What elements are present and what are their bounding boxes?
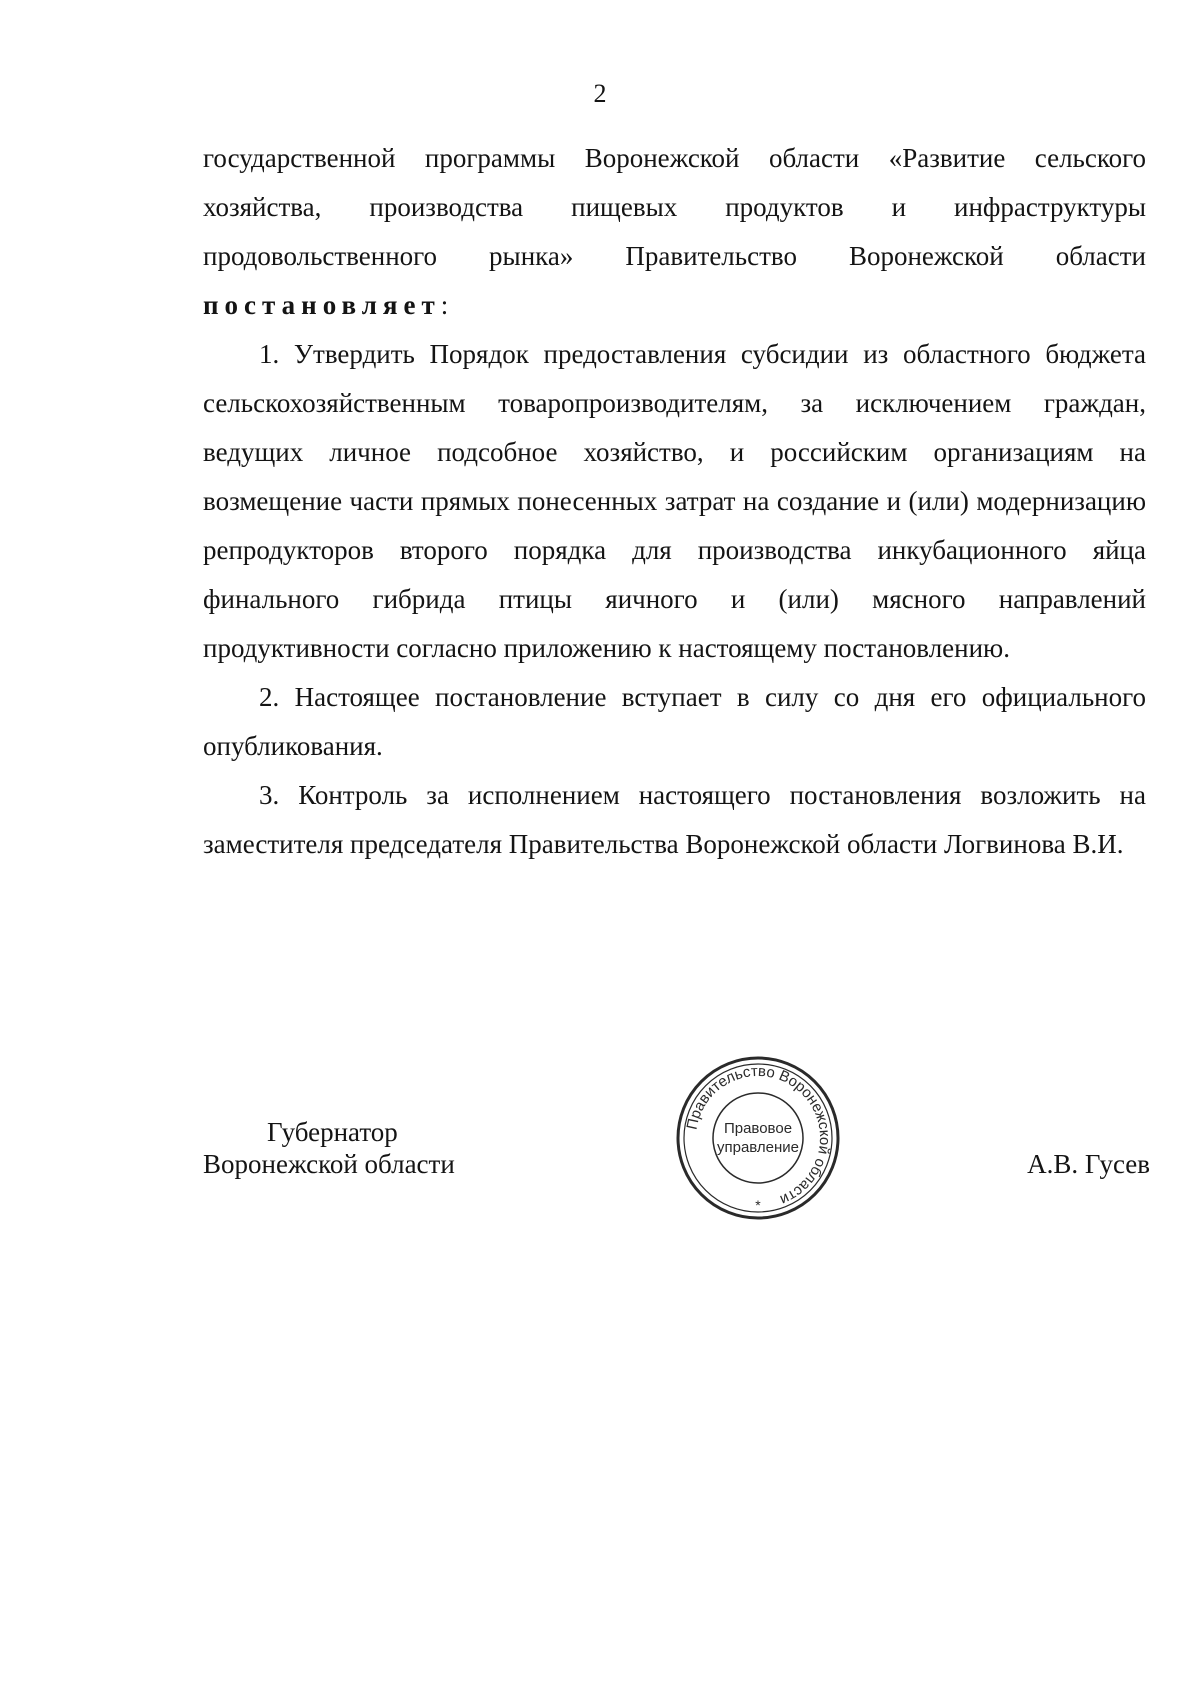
seal-inner-ring — [713, 1093, 803, 1183]
seal-center-line-2: управление — [716, 1139, 800, 1156]
page-number: 2 — [593, 79, 607, 108]
signatory-region: Воронежской области — [203, 1149, 455, 1179]
seal-ring-text: Правительство Воронежской области — [683, 1062, 834, 1209]
decree-line — [203, 281, 1146, 330]
official-seal — [673, 1053, 843, 1223]
signatory-title: Губернатор — [267, 1117, 398, 1147]
seal-graphic — [673, 1053, 843, 1223]
intro-line-1: государственной программы Воронежской области «Развитие сельского — [203, 143, 1146, 173]
item-1: 1. Утвердить Порядок предоставления субсидии из областного бюджета сельскохозяйственным товаропроизводителям, за исключением граждан, ведущих личное подсобное хозяйство, и российским организациям на возмещение части прямых понесенных затрат на создание и (или) модернизацию репродукторов второго порядка для производства инкубационного яйца финального гибрида птицы яичного и (или) мясного направлений продуктивности согласно приложению к настоящему постановлению. — [203, 339, 1146, 663]
document-body — [203, 134, 1146, 869]
item-2: 2. Настоящее постановление вступает в силу со дня его официального опубликования. — [203, 682, 1146, 761]
signatory-position — [203, 1116, 503, 1180]
intro-line-3: продовольственного рынка» Правительство Воронежской области — [203, 241, 1146, 271]
signatory-name: А.В. Гусев — [1027, 1149, 1150, 1179]
intro-paragraph — [203, 134, 1146, 330]
seal-outer-ring — [678, 1058, 838, 1218]
seal-star: * — [755, 1197, 761, 1213]
decree-word: постановляет — [203, 290, 441, 320]
intro-line-2: хозяйства, производства пищевых продуктов и инфраструктуры — [203, 192, 1146, 222]
item-3: 3. Контроль за исполнением настоящего постановления возложить на заместителя председателя Правительства Воронежской области Логвинова В.И. — [203, 780, 1146, 859]
seal-center-line-1: Правовое — [723, 1120, 793, 1137]
decree-colon: : — [440, 290, 449, 320]
